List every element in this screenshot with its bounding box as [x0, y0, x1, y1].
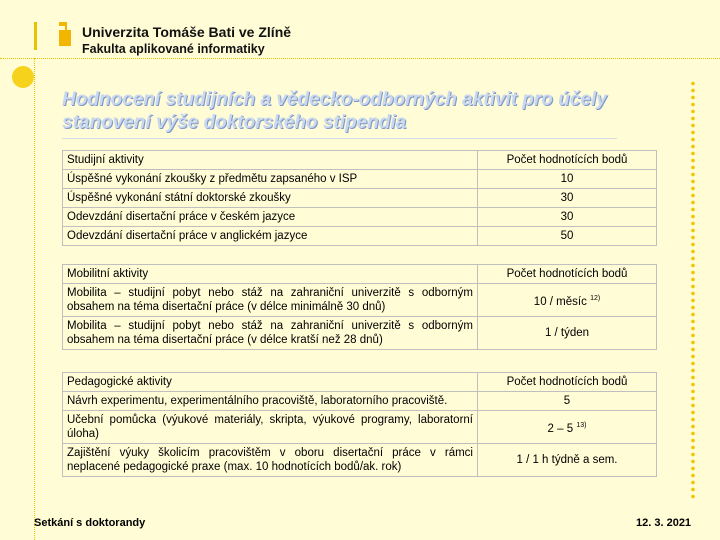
page-title: Hodnocení studijních a vědecko-odborných aktivit pro účely stanovení výše doktorského stipendia	[62, 89, 607, 133]
header-divider	[0, 58, 720, 59]
table-row	[63, 189, 657, 208]
activity-cell: Návrh experimentu, experimentálního pracoviště, laboratorního pracoviště.	[63, 392, 478, 411]
table-row	[63, 317, 657, 350]
table-row	[63, 284, 657, 317]
logo-bar	[34, 22, 37, 50]
table-header-row	[63, 151, 657, 170]
table-header-row	[63, 373, 657, 392]
column-header: Počet hodnotících bodů	[478, 265, 657, 284]
table-row	[63, 170, 657, 189]
column-header: Pedagogické aktivity	[63, 373, 478, 392]
activity-cell: Úspěšné vykonání státní doktorské zkoušky	[63, 189, 478, 208]
points-cell: 10	[478, 170, 657, 189]
table-row	[63, 444, 657, 477]
activity-cell: Učební pomůcka (výukové materiály, skripta, výukové programy, laboratorní úloha)	[63, 411, 478, 444]
points-cell: 1 / 1 h týdně a sem.	[478, 444, 657, 477]
study-activities-table	[62, 150, 657, 246]
left-divider	[34, 58, 35, 540]
column-header: Mobilitní aktivity	[63, 265, 478, 284]
table-header-row	[63, 265, 657, 284]
points-cell: 5	[478, 392, 657, 411]
points-value: 2 – 5	[547, 422, 574, 435]
decor-bullet	[12, 66, 34, 88]
activity-cell: Zajištění výuky školicím pracovištěm v oboru disertační práce v rámci neplacené pedagogické praxe (max. 10 hodnotících bodů/ak. rok)	[63, 444, 478, 477]
activity-cell: Odevzdání disertační práce v anglickém jazyce	[63, 227, 478, 246]
column-header: Studijní aktivity	[63, 151, 478, 170]
table-row	[63, 392, 657, 411]
footer-date: 12. 3. 2021	[636, 517, 692, 529]
footer-event: Setkání s doktorandy	[34, 517, 146, 529]
activity-cell: Odevzdání disertační práce v českém jazyce	[63, 208, 478, 227]
footnote-ref: 12)	[590, 294, 601, 302]
decor-dots	[690, 80, 696, 500]
points-cell: 30	[478, 189, 657, 208]
mobility-activities-table	[62, 264, 657, 350]
title-rule	[62, 138, 617, 139]
activity-cell: Úspěšné vykonání zkoušky z předmětu zapsaného v ISP	[63, 170, 478, 189]
table-row	[63, 208, 657, 227]
points-cell: 50	[478, 227, 657, 246]
points-cell	[478, 411, 657, 444]
points-cell: 1 / týden	[478, 317, 657, 350]
activity-cell: Mobilita – studijní pobyt nebo stáž na zahraniční univerzitě s odborným obsahem na téma disertační práce (v délce kratší než 28 dnů)	[63, 317, 478, 350]
points-value: 10 / měsíc	[533, 295, 587, 308]
teaching-activities-table	[62, 372, 657, 477]
university-logo-icon	[59, 22, 71, 46]
table-row	[63, 227, 657, 246]
column-header: Počet hodnotících bodů	[478, 151, 657, 170]
points-cell	[478, 284, 657, 317]
footnote-ref: 13)	[576, 421, 587, 429]
university-name: Univerzita Tomáše Bati ve Zlíně	[82, 24, 292, 40]
column-header: Počet hodnotících bodů	[478, 373, 657, 392]
points-cell: 30	[478, 208, 657, 227]
activity-cell: Mobilita – studijní pobyt nebo stáž na zahraniční univerzitě s odborným obsahem na téma disertační práce (v délce minimálně 30 dnů)	[63, 284, 478, 317]
table-row	[63, 411, 657, 444]
faculty-name: Fakulta aplikované informatiky	[82, 42, 265, 56]
